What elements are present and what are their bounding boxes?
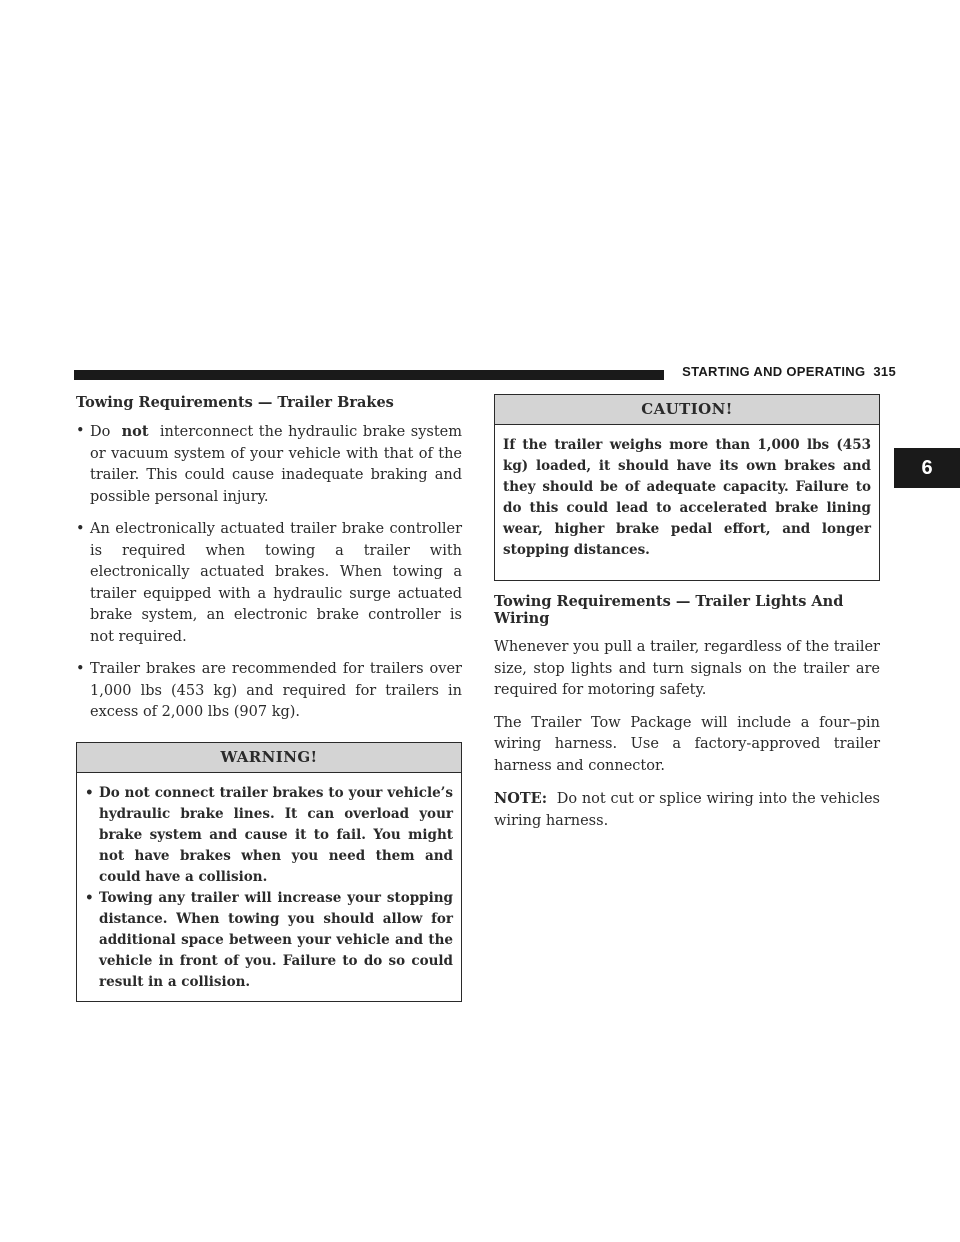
list-item: • An electronically actuated trailer brake controller is required when towing a trailer with electronically actuated brakes. When towing a trailer equipped with a hydraulic surge actuated brake system, an electronic brake controller is not required. [76, 521, 462, 645]
trailer-brakes-list [76, 421, 462, 724]
caution-box [494, 394, 880, 581]
warning-box [76, 742, 462, 1002]
warning-title: WARNING! [77, 743, 461, 773]
chapter-tab[interactable]: 6 [894, 448, 960, 488]
list-item: • Towing any trailer will increase your stopping distance. When towing you should allow for additional space between your vehicle and the vehicle in front of you. Failure to do so could result in a collision. [85, 889, 453, 990]
list-item: • Do not interconnect the hydraulic brake system or vacuum system of your vehicle with that of the trailer. This could cause inadequate braking and possible personal injury. [76, 423, 463, 505]
list-item: • Trailer brakes are recommended for trailers over 1,000 lbs (453 kg) and required for trailers in excess of 2,000 lbs (907 kg). [76, 661, 462, 720]
warning-list [85, 783, 453, 993]
paragraph: The Trailer Tow Package will include a four–pin wiring harness. Use a factory-approved trailer harness and connector. [494, 714, 880, 774]
bullet-icon: • [76, 521, 85, 537]
bullet-icon: • [76, 661, 85, 677]
right-column [494, 394, 880, 843]
bullet-icon: • [85, 784, 94, 801]
note-paragraph [494, 788, 880, 832]
bullet-icon: • [76, 423, 85, 439]
section-title: STARTING AND OPERATING [682, 364, 866, 379]
note-text: Do not cut or splice wiring into the vehicles wiring harness. [494, 791, 880, 829]
paragraph: Whenever you pull a trailer, regardless of the trailer size, stop lights and turn signals on the trailer are required for motoring safety. [494, 639, 880, 698]
list-item: • Do not connect trailer brakes to your vehicle’s hydraulic brake lines. It can overload your brake system and cause it to fail. You might not have brakes when you need them and could have a collision. [85, 784, 453, 885]
caution-title: CAUTION! [495, 395, 879, 425]
caution-text: If the trailer weighs more than 1,000 lbs (453 kg) loaded, it should have its own brakes and they should be of adequate capacity. Failure to do this could lead to accelerated brake lining wear, higher brake pedal effort, and longer stopping distances. [503, 437, 871, 558]
left-column [76, 394, 462, 1014]
note-label: NOTE: [494, 790, 548, 807]
trailer-brakes-heading: Towing Requirements — Trailer Brakes [76, 394, 394, 411]
bullet-icon: • [85, 889, 94, 906]
running-header [682, 364, 896, 379]
page-number: 315 [873, 364, 896, 379]
lights-wiring-heading: Towing Requirements — Trailer Lights And Wiring [494, 593, 844, 627]
header-rule [74, 370, 664, 380]
